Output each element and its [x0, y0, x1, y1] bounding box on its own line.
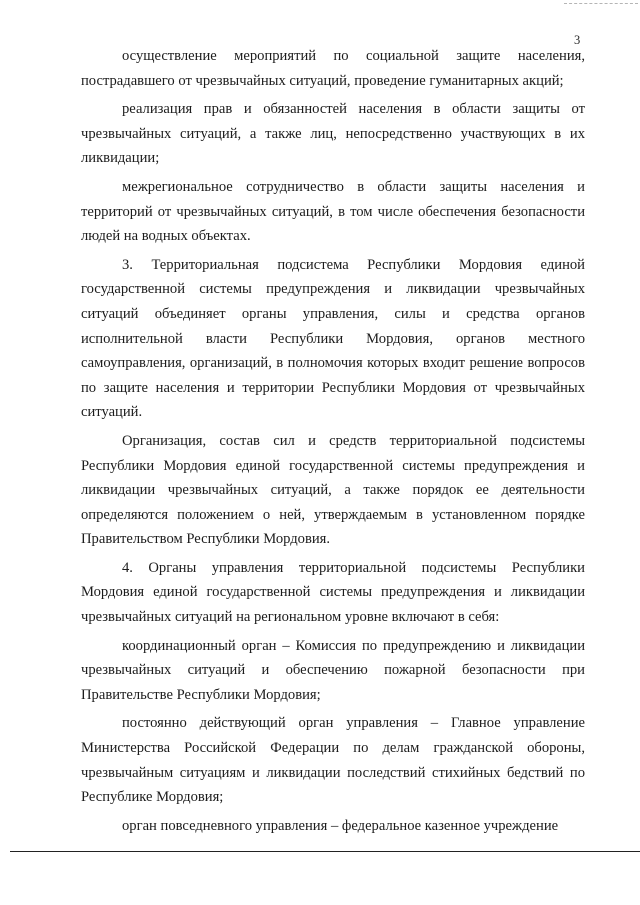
paragraph-daily-management: орган повседневного управления – федеральное казенное учреждение [122, 817, 559, 834]
paragraph-section-4: 4. Органы управления территориальной подсистемы Республики Мордовия единой государственной системы предупреждения и ликвидации чрезвычайных ситуаций на региональном уровне включают в себя: [81, 559, 585, 626]
paragraph-rights-duties: реализация прав и обязанностей населения в области защиты от чрезвычайных ситуаций, а также лиц, непосредственно участвующих в их ликвидации; [81, 101, 585, 167]
document-body [81, 44, 585, 842]
paragraph-organization: Организация, состав сил и средств территориальной подсистемы Республики Мордовия единой государственной системы предупреждения и ликвидации чрезвычайных ситуаций, а также порядок ее деятельности определяются положением о ней, утверждаемым в установленном порядке Правительством Республики Мордовия. [81, 432, 585, 548]
paragraph-permanent-body: постоянно действующий орган управления – Главное управление Министерства Российской Федерации по делам гражданской обороны, чрезвычайным ситуациям и ликвидации последствий стихийных бедствий по Республике Мордовия; [81, 715, 585, 806]
page-number: 3 [574, 33, 581, 47]
page-bottom-rule [10, 851, 640, 852]
paragraph-social-protection: осуществление мероприятий по социальной защите населения, пострадавшего от чрезвычайных ситуаций, проведение гуманитарных акций; [81, 48, 585, 89]
paragraph-interregional-cooperation: межрегиональное сотрудничество в области защиты населения и территорий от чрезвычайных ситуаций, в том числе обеспечения безопасности людей на водных объектах. [81, 178, 585, 245]
paragraph-section-3: 3. Территориальная подсистема Республики Мордовия единой государственной системы предупреждения и ликвидации чрезвычайных ситуаций объединяет органы управления, силы и средства органов исполнительной власти Республики Мордовия, органов местного самоуправления, организаций, в полномочия которых входит решение вопросов по защите населения и территории Республики Мордовия от чрезвычайных ситуаций. [81, 256, 585, 421]
scan-edge-mark [564, 3, 638, 4]
paragraph-coordinating-body: координационный орган – Комиссия по предупреждению и ликвидации чрезвычайных ситуаций и обеспечению пожарной безопасности при Правительстве Республики Мордовия; [81, 637, 585, 703]
